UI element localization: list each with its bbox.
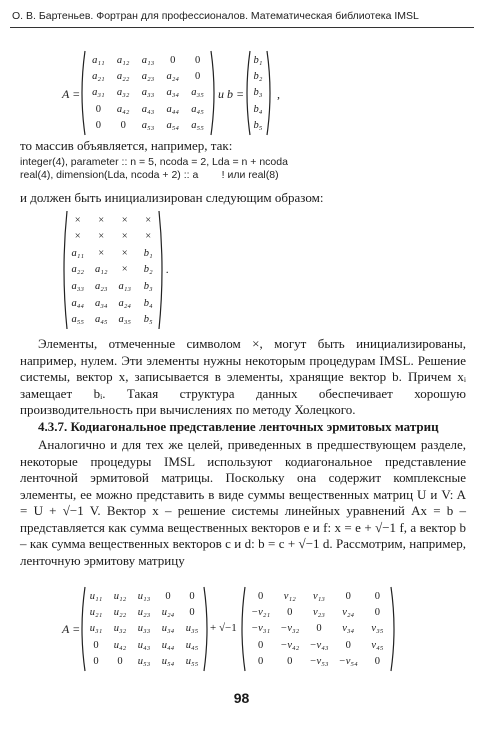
matrix-u-cell: u₁₁ xyxy=(89,590,103,602)
period: . xyxy=(166,262,169,276)
storage-matrix-cell: a₂₂ xyxy=(71,264,85,276)
storage-matrix-cell: × xyxy=(121,231,128,243)
storage-matrix-right-paren xyxy=(158,210,166,330)
matrix-a-cell: a₄₃ xyxy=(141,103,155,115)
matrix-u-cell: u₂₄ xyxy=(161,607,175,619)
storage-matrix-cell: b₂ xyxy=(143,264,153,276)
storage-matrix-cell: × xyxy=(74,214,81,226)
storage-matrix-cell: × xyxy=(121,247,128,259)
matrix-v-cell: 0 xyxy=(374,656,381,668)
matrix-u-cell: 0 xyxy=(93,639,99,651)
matrix-a-cell: a₁₃ xyxy=(141,54,155,66)
plus-sqrt-minus-one: + √−1 xyxy=(210,622,237,634)
matrix-a-label: A = xyxy=(62,87,81,101)
storage-matrix-cell: × xyxy=(121,264,128,276)
matrix-a-cell: a₅₃ xyxy=(141,120,155,132)
storage-matrix-cell: b₅ xyxy=(143,314,153,326)
matrix-v-cell: 0 xyxy=(374,590,381,602)
comma: , xyxy=(277,87,280,101)
storage-matrix-cell: a₄₄ xyxy=(71,297,85,309)
and-b-label: и b = xyxy=(218,87,245,101)
matrix-a-cell: a₃₃ xyxy=(141,87,155,99)
matrix-v-cell: v₃₅ xyxy=(371,623,384,635)
matrix-v-left-paren xyxy=(238,586,246,672)
matrix-a-cell: 0 xyxy=(95,103,102,115)
storage-matrix-cell: a₁₃ xyxy=(118,281,132,293)
section-title: 4.3.7. Кодиагональное представление ленточных эрмитовых матриц xyxy=(38,419,439,434)
matrix-u-cell: u₄₂ xyxy=(113,639,127,651)
matrix-u-cell: u₂₂ xyxy=(113,607,127,619)
hermitian-matrix-label: A = xyxy=(62,622,81,636)
matrix-u-cell: 0 xyxy=(189,607,195,619)
matrix-u-cell: u₃₄ xyxy=(161,623,175,635)
paragraph-1: то массив объявляется, например, так: xyxy=(20,138,233,153)
matrix-v-cell: 0 xyxy=(374,607,381,619)
matrix-v-cell: −v₄₂ xyxy=(280,639,300,651)
matrix-v-cell: 0 xyxy=(257,639,264,651)
matrix-a-cell: a₂₄ xyxy=(166,71,180,83)
storage-matrix-cell: × xyxy=(98,214,105,226)
vector-b-right-paren xyxy=(266,50,274,136)
matrix-v-cell: v₁₃ xyxy=(313,590,325,602)
matrix-u-cell: u₄₄ xyxy=(161,639,175,651)
matrix-v-cell: 0 xyxy=(345,590,351,602)
page-number: 98 xyxy=(233,690,250,706)
matrix-u xyxy=(84,588,204,670)
matrix-a-cell: a₅₄ xyxy=(166,120,180,132)
matrix-u-cell: u₃₂ xyxy=(113,623,127,635)
matrix-a-cell: a₃₁ xyxy=(92,87,105,99)
matrix-a-cell: a₂₂ xyxy=(116,71,130,83)
storage-matrix-cell: × xyxy=(145,231,152,243)
paragraph-4: Аналогично и для тех же целей, приведенных в предшествующем разделе, некоторые процедуры IMSL используют кодиагональное представление ленточной эрмитовой матрицы. Поскольку она содержит комплексные элементы, ее можно представить в виде суммы вещественных матриц U и V: A = U + √−1 V. Вектор x – решение системы линейных уравнений Ax = b – представляется как сумма вещественных векторов e и f: x = e + √−1 f, а вектор b – как сумма вещественных векторов c и d: b = c + √−1 d. Рассмотрим, например, ленточную эрмитову матрицу xyxy=(20,437,466,568)
matrix-a-cell: a₄₅ xyxy=(191,103,204,115)
matrix-v-cell: −v₂₁ xyxy=(251,607,271,619)
matrix-v-cell: 0 xyxy=(287,607,293,619)
matrix-u-cell: 0 xyxy=(93,656,99,668)
storage-matrix-cell: a₃₃ xyxy=(71,281,85,293)
code-block xyxy=(20,156,288,181)
storage-matrix-cell: × xyxy=(98,247,105,259)
matrix-v-cell: 0 xyxy=(257,590,264,602)
storage-matrix-cell: a₃₄ xyxy=(94,297,108,309)
storage-matrix-cell: × xyxy=(98,231,105,243)
matrix-a-left-paren xyxy=(78,50,86,136)
paragraph-3: Элементы, отмеченные символом ×, могут быть инициализированы, например, нулем. Эти элементы нужны некоторым процедурам IMSL. Решение системы, вектор x, записывается в элементы, хранящие вектор b. Причем xᵢ замещает bᵢ. Такая структура данных обеспечивает хорошую производительность при вычислениях по методу Холецкого. xyxy=(20,336,466,417)
matrix-a-cell: a₄₄ xyxy=(166,103,180,115)
matrix-a-cell: a₅₅ xyxy=(191,120,204,132)
matrix-a-cell: 0 xyxy=(194,71,201,83)
matrix-a-cell: a₂₃ xyxy=(141,71,155,83)
matrix-a-cell: 0 xyxy=(120,120,126,132)
matrix-a-cell: a₃₄ xyxy=(166,87,180,99)
matrix-u-cell: u₅₅ xyxy=(185,656,199,668)
matrix-a-cell: a₂₁ xyxy=(92,71,105,83)
storage-matrix-cell: a₂₃ xyxy=(94,281,108,293)
matrix-u-cell: u₁₃ xyxy=(137,590,151,602)
storage-matrix-cell: b₁ xyxy=(143,247,153,259)
matrix-v xyxy=(246,588,392,670)
matrix-v-cell: −v₄₃ xyxy=(309,639,329,651)
storage-matrix xyxy=(66,212,160,328)
matrix-a-cell: 0 xyxy=(170,54,176,66)
vector-b-cell: b₁ xyxy=(253,54,263,66)
vector-b-cell: b₂ xyxy=(253,71,263,83)
matrix-v-cell: −v₅₄ xyxy=(338,656,358,668)
matrix-v-cell: −v₅₃ xyxy=(309,656,329,668)
storage-matrix-cell: × xyxy=(121,214,128,226)
matrix-a-cell: 0 xyxy=(194,54,201,66)
matrix-a-cell: a₃₂ xyxy=(116,87,130,99)
storage-matrix-cell: a₃₅ xyxy=(118,314,132,326)
matrix-u-cell: u₃₅ xyxy=(185,623,199,635)
matrix-a-cell: 0 xyxy=(95,120,102,132)
storage-matrix-cell: × xyxy=(74,231,81,243)
matrix-v-cell: v₂₃ xyxy=(313,607,325,619)
matrix-u-cell: u₄₅ xyxy=(185,639,199,651)
matrix-v-cell: 0 xyxy=(345,639,351,651)
storage-matrix-cell: × xyxy=(145,214,152,226)
matrix-u-cell: 0 xyxy=(117,656,123,668)
storage-matrix-cell: a₁₁ xyxy=(71,247,85,259)
matrix-a-cell: a₃₅ xyxy=(191,87,204,99)
matrix-u-cell: u₃₁ xyxy=(89,623,103,635)
code-line: real(4), dimension(Lda, ncoda + 2) :: a ! или real(8) xyxy=(20,168,279,181)
running-header: О. В. Бартеньев. Фортран для профессионалов. Математическая библиотека IMSL xyxy=(12,10,419,22)
matrix-v-cell: v₁₂ xyxy=(283,590,296,602)
matrix-u-cell: 0 xyxy=(189,590,195,602)
vector-b-cell: b₅ xyxy=(253,120,263,132)
paragraph-2: и должен быть инициализирован следующим образом: xyxy=(20,190,324,205)
matrix-a xyxy=(86,52,210,134)
matrix-u-cell: u₃₃ xyxy=(137,623,151,635)
matrix-v-cell: 0 xyxy=(316,623,322,635)
matrix-u-cell: u₁₂ xyxy=(113,590,127,602)
storage-matrix-cell: a₂₄ xyxy=(118,297,132,309)
matrix-v-cell: v₃₄ xyxy=(342,623,355,635)
matrix-v-cell: 0 xyxy=(287,656,293,668)
matrix-a-cell: a₁₂ xyxy=(116,54,130,66)
matrix-u-cell: u₄₃ xyxy=(137,639,151,651)
matrix-a-cell: a₁₁ xyxy=(92,54,105,66)
matrix-v-cell: −v₃₂ xyxy=(280,623,300,635)
storage-matrix-cell: a₅₅ xyxy=(71,314,85,326)
vector-b-cell: b₄ xyxy=(253,103,263,115)
matrix-v-right-paren xyxy=(390,586,398,672)
matrix-v-cell: −v₃₁ xyxy=(251,623,271,635)
vector-b-cell: b₃ xyxy=(253,87,263,99)
matrix-a-right-paren xyxy=(210,50,218,136)
matrix-u-cell: u₂₃ xyxy=(137,607,151,619)
storage-matrix-cell: b₄ xyxy=(143,297,153,309)
code-line: integer(4), parameter :: n = 5, ncoda = 2, Lda = n + ncoda xyxy=(20,156,288,168)
matrix-v-cell: v₂₄ xyxy=(342,607,355,619)
storage-matrix-cell: a₁₂ xyxy=(94,264,108,276)
matrix-u-cell: 0 xyxy=(165,590,171,602)
matrix-v-cell: v₄₅ xyxy=(371,639,384,651)
matrix-u-cell: u₅₃ xyxy=(137,656,151,668)
storage-matrix-cell: b₃ xyxy=(143,281,153,293)
matrix-u-cell: u₅₄ xyxy=(161,656,175,668)
header-rule xyxy=(10,27,474,28)
storage-matrix-cell: a₄₅ xyxy=(94,314,108,326)
matrix-u-cell: u₂₁ xyxy=(89,607,103,619)
matrix-a-cell: a₄₂ xyxy=(116,103,130,115)
vector-b xyxy=(249,52,267,134)
matrix-v-cell: 0 xyxy=(257,656,264,668)
